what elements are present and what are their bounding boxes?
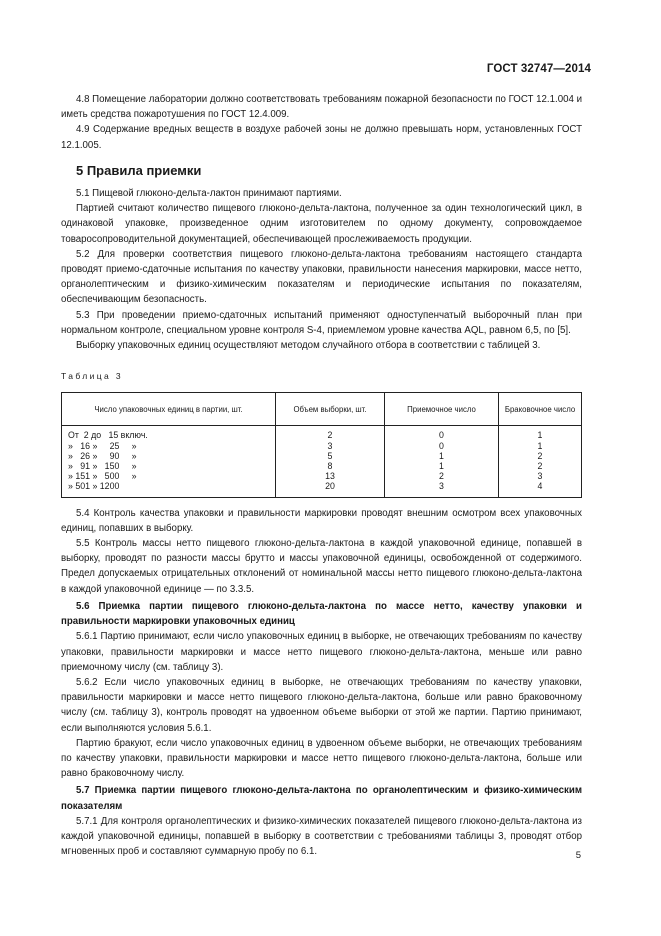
header-lot-size: Число упаковочных единиц в партии, шт. (62, 393, 276, 426)
paragraph-batch-definition: Партией считают количество пищевого глюконо-дельта-лактона, полученное за один технологический цикл, в одинаковой упаковке, произведенное одним изготовителем по одному документу, сопровождаемое товаросопроводительной документацией, обеспечивающей прослеживаемость продукции. (61, 203, 582, 245)
subsection-5-7-title: 5.7 Приемка партии пищевого глюконо-дельта-лактона по органолептическим и физико-химическим показателям (61, 785, 582, 812)
paragraph-4-8: 4.8 Помещение лаборатории должно соответствовать требованиям пожарной безопасности по ГОСТ 12.1.004 и иметь средства пожаротушения по ГОСТ 12.4.009. (61, 94, 582, 121)
header-acceptance-number: Приемочное число (385, 393, 499, 426)
document-code: ГОСТ 32747—2014 (486, 63, 591, 75)
paragraph-5-1: 5.1 Пищевой глюконо-дельта-лактон принимают партиями. (76, 188, 342, 200)
sample-size-cell: 20 (276, 481, 385, 497)
acceptance-number-cell: 2 (385, 471, 499, 481)
lot-size-cell: » 91 » 150 » (62, 461, 276, 471)
lot-size-cell: » 501 » 1200 (62, 481, 276, 497)
table-3-caption: Таблица 3 (61, 371, 124, 382)
sample-size-cell: 8 (276, 461, 385, 471)
paragraph-5-2: 5.2 Для проверки соответствия пищевого глюконо-дельта-лактона требованиям настоящего стандарта проводят приемо-сдаточные испытания по качеству упаковки, правильности нанесения маркировки, массе нетто, органолептическим и физико-химическим показателям и периодические испытания по показателям, обеспечивающим безопасность. (61, 248, 582, 306)
paragraph-5-7-1: 5.7.1 Для контроля органолептических и физико-химических показателей пищевого глюконо-дельта-лактона из каждой упаковочной единицы, попавшей в выборку в соответствии с требованиями таблицы 3, проводят отбор мгновенных проб и составляют суммарную пробу по 6.1. (61, 815, 582, 858)
subsection-5-6-title: 5.6 Приемка партии пищевого глюконо-дельта-лактона по массе нетто, качеству упаковки и правильности маркировки упаковочных единиц (61, 600, 582, 628)
section-5-title: 5 Правила приемки (76, 162, 202, 178)
paragraph-sampling: Выборку упаковочных единиц осуществляют методом случайного отбора в соответствии с таблицей 3. (76, 340, 541, 352)
table-3 (61, 392, 582, 497)
lot-size-cell: » 16 » 25 » (62, 441, 276, 451)
table-row (62, 471, 582, 481)
rejection-number-cell: 2 (499, 451, 582, 461)
paragraph-5-5: 5.5 Контроль массы нетто пищевого глюконо-дельта-лактона в каждой упаковочной единице, попавшей в выборку, проводят по разности массы брутто и массы упаковочной единицы, освобожденной от содержимого. Предел допускаемых отрицательных отклонений от номинальной массы нетто пищевого глюконо-дельта-лактона в каждой упаковочной единице — по 3.3.5. (61, 538, 582, 595)
sample-size-cell: 2 (276, 426, 385, 441)
table-row (62, 451, 582, 461)
paragraph-5-6-1: 5.6.1 Партию принимают, если число упаковочных единиц в выборке, не отвечающих требованиям по качеству упаковки, правильности маркировки и массе нетто пищевого глюконо-дельта-лактона, меньше или равно приемочному числу (см. таблицу 3). (61, 631, 582, 673)
sample-size-cell: 5 (276, 451, 385, 461)
acceptance-number-cell: 1 (385, 451, 499, 461)
lot-size-cell: От 2 до 15 включ. (62, 426, 276, 441)
table-row (62, 441, 582, 451)
paragraph-5-6-2: 5.6.2 Если число упаковочных единиц в выборке, не отвечающих требованиям по качеству упаковки, правильности маркировки и массе нетто пищевого глюконо-дельта-лактона, больше или равно браковочному числу (см. таблицу 3), контроль проводят на удвоенном объеме выборки от этой же партии. Партию принимают, если выполняются условия 5.6.1. (61, 676, 582, 734)
lot-size-cell: » 151 » 500 » (62, 471, 276, 481)
header-rejection-number: Браковочное число (499, 393, 582, 426)
rejection-number-cell: 1 (499, 426, 582, 441)
paragraph-reject: Партию бракуют, если число упаковочных единиц в удвоенном объеме выборки, не отвечающих требованиям по качеству упаковки, правильности маркировки и массе нетто пищевого глюконо-дельта-лактона, больше или равно браковочному числу. (61, 737, 582, 780)
document-body (61, 92, 582, 859)
table-row (62, 481, 582, 497)
table-header-row (62, 393, 582, 426)
lot-size-cell: » 26 » 90 » (62, 451, 276, 461)
acceptance-number-cell: 0 (385, 426, 499, 441)
rejection-number-cell: 3 (499, 471, 582, 481)
rejection-number-cell: 2 (499, 461, 582, 471)
acceptance-number-cell: 0 (385, 441, 499, 451)
sample-size-cell: 13 (276, 471, 385, 481)
rejection-number-cell: 4 (499, 481, 582, 497)
acceptance-number-cell: 3 (385, 481, 499, 497)
page-number: 5 (575, 850, 581, 861)
acceptance-number-cell: 1 (385, 461, 499, 471)
table-row (62, 426, 582, 441)
table-row (62, 461, 582, 471)
paragraph-5-4: 5.4 Контроль качества упаковки и правильности маркировки проводят внешним осмотром всех упаковочных единиц, попавших в выборку. (61, 507, 582, 534)
paragraph-4-9: 4.9 Содержание вредных веществ в воздухе рабочей зоны не должно превышать норм, установленных ГОСТ 12.1.005. (61, 124, 582, 151)
rejection-number-cell: 1 (499, 441, 582, 451)
header-sample-size: Объем выборки, шт. (276, 393, 385, 426)
paragraph-5-3: 5.3 При проведении приемо-сдаточных испытаний применяют одноступенчатый выборочный план при нормальном контроле, специальном уровне контроля S-4, приемлемом уровне качества AQL, равном 6,5, по [5]. (61, 309, 582, 336)
sample-size-cell: 3 (276, 441, 385, 451)
